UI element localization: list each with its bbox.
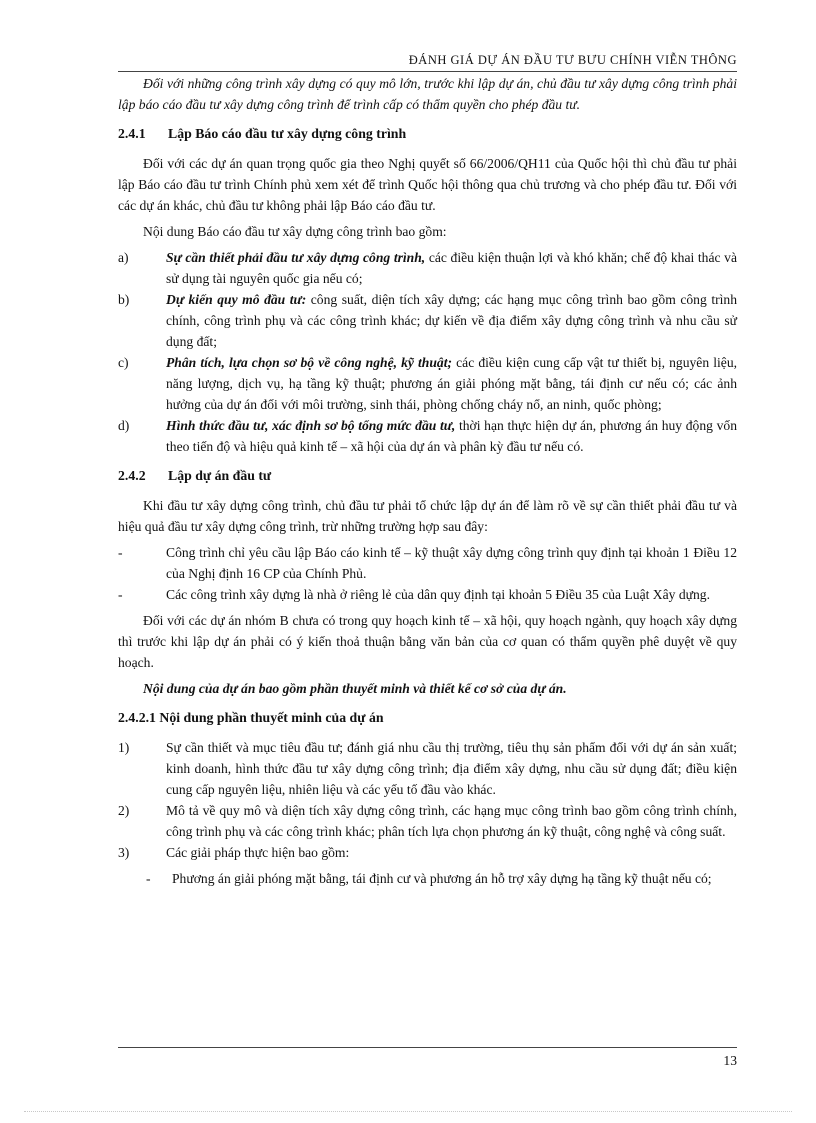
- item-lead: Phân tích, lựa chọn sơ bộ về công nghệ, kỹ thuật;: [166, 355, 453, 370]
- section-number: 2.4.1: [118, 126, 146, 141]
- solution-sub-list: [146, 868, 737, 889]
- item-text: công suất, diện tích xây dựng; các hạng mục công trình bao gồm công trình chính, công trình phụ và các công trình khác; dự kiến về địa điểm xây dựng công trình và nhu cầu sử dụng đất;: [166, 292, 737, 349]
- item-lead: Sự cần thiết phải đầu tư xây dựng công trình,: [166, 250, 426, 265]
- section-2-4-2-heading: [118, 465, 737, 486]
- page-edge-dotted-line: [24, 1111, 792, 1112]
- item-text: các điều kiện thuận lợi và khó khăn; chế độ khai thác và sử dụng tài nguyên quốc gia nếu có;: [166, 250, 737, 286]
- running-header: ĐÁNH GIÁ DỰ ÁN ĐẦU TƯ BƯU CHÍNH VIỄN THÔNG: [408, 53, 737, 67]
- header-rule: [118, 71, 737, 72]
- footer-rule: [118, 1047, 737, 1048]
- explanation-list: [118, 737, 737, 863]
- report-content-list: [118, 247, 737, 457]
- item-text: Các công trình xây dựng là nhà ở riêng lẻ của dân quy định tại khoản 5 Điều 35 của Luật Xây dựng.: [166, 587, 711, 602]
- list-marker: 2): [118, 803, 130, 818]
- section-title: Lập dự án đầu tư: [168, 468, 272, 483]
- item-text: Các giải pháp thực hiện bao gồm:: [166, 845, 350, 860]
- list-marker: b): [118, 292, 130, 307]
- list-marker: 3): [118, 845, 130, 860]
- item-lead: Hình thức đầu tư, xác định sơ bộ tổng mức đầu tư,: [166, 418, 456, 433]
- document-page: [118, 0, 737, 1123]
- list-item: [118, 415, 737, 457]
- list-item: [118, 584, 737, 605]
- list-marker: 1): [118, 740, 130, 755]
- dash-marker: -: [146, 871, 151, 886]
- section-title: Lập Báo cáo đầu tư xây dựng công trình: [168, 126, 407, 141]
- item-text: Công trình chỉ yêu cầu lập Báo cáo kinh tế – kỹ thuật xây dựng công trình quy định tại khoản 1 Điều 12 của Nghị định 16 CP của Chính Phủ.: [166, 545, 737, 581]
- list-item: [146, 868, 737, 889]
- item-text: các điều kiện cung cấp vật tư thiết bị, nguyên liệu, năng lượng, dịch vụ, hạ tầng kỹ thuật; phương án giải phóng mặt bằng, tái định cư nếu có; các ảnh hưởng của dự án đối với môi trường, sinh thái, phòng chống cháy nổ, an ninh, quốc phòng;: [166, 355, 738, 412]
- page-content: [118, 73, 737, 894]
- intro-paragraph: Đối với những công trình xây dựng có quy mô lớn, trước khi lập dự án, chủ đầu tư xây dựng công trình phải lập báo cáo đầu tư xây dựng công trình để trình cấp có thẩm quyền cho phép đầu tư.: [118, 76, 737, 112]
- section-2-4-1-heading: [118, 123, 737, 144]
- list-item: [118, 842, 737, 863]
- dash-marker: -: [118, 545, 123, 560]
- section-2-4-2-1-heading: 2.4.2.1 Nội dung phần thuyết minh của dự án: [118, 710, 384, 725]
- item-text: thời hạn thực hiện dự án, phương án huy động vốn theo tiến độ và hiệu quả kinh tế – xã hội của dự án và phân kỳ đầu tư nếu có.: [166, 418, 737, 454]
- exception-list: [118, 542, 737, 605]
- item-lead: Dự kiến quy mô đầu tư:: [166, 292, 307, 307]
- list-item: [118, 289, 737, 352]
- list-item: [118, 800, 737, 842]
- list-item: [118, 737, 737, 800]
- list-item: [118, 542, 737, 584]
- list-item: [118, 247, 737, 289]
- page-number: 13: [723, 1053, 737, 1068]
- paragraph: Khi đầu tư xây dựng công trình, chủ đầu tư phải tổ chức lập dự án để làm rõ về sự cần thiết phải đầu tư và hiệu quả đầu tư xây dựng công trình, trừ những trường hợp sau đây:: [118, 498, 737, 534]
- section-number: 2.4.2: [118, 468, 146, 483]
- list-marker: d): [118, 418, 130, 433]
- paragraph: Nội dung Báo cáo đầu tư xây dựng công trình bao gồm:: [143, 224, 447, 239]
- dash-marker: -: [118, 587, 123, 602]
- paragraph: Đối với các dự án nhóm B chưa có trong quy hoạch kinh tế – xã hội, quy hoạch ngành, quy hoạch xây dựng thì trước khi lập dự án phải có ý kiến thoả thuận bằng văn bản của cơ quan có thẩm quyền phê duyệt về quy hoạch.: [118, 613, 737, 670]
- list-marker: a): [118, 250, 129, 265]
- list-marker: c): [118, 355, 129, 370]
- list-item: [118, 352, 737, 415]
- paragraph: Đối với các dự án quan trọng quốc gia theo Nghị quyết số 66/2006/QH11 của Quốc hội thì chủ đầu tư phải lập Báo cáo đầu tư trình Chính phủ xem xét để trình Quốc hội thông qua chủ trương và cho phép đầu tư. Đối với các dự án khác, chủ đầu tư không phải lập Báo cáo đầu tư.: [118, 156, 737, 213]
- item-text: Sự cần thiết và mục tiêu đầu tư; đánh giá nhu cầu thị trường, tiêu thụ sản phẩm đối với dự án sản xuất; kinh doanh, hình thức đầu tư xây dựng công trình; địa điểm xây dựng, nhu cầu sử dụng đất; điều kiện cung cấp nguyên liệu, nhiên liệu và các yếu tố đầu vào khác.: [166, 740, 737, 797]
- emphasis-paragraph: Nội dung của dự án bao gồm phần thuyết minh và thiết kế cơ sở của dự án.: [143, 681, 567, 696]
- item-text: Mô tả về quy mô và diện tích xây dựng công trình, các hạng mục công trình bao gồm công trình chính, công trình phụ và các công trình khác; phân tích lựa chọn phương án kỹ thuật, công nghệ và công suất.: [166, 803, 737, 839]
- item-text: Phương án giải phóng mặt bằng, tái định cư và phương án hỗ trợ xây dựng hạ tầng kỹ thuật nếu có;: [172, 871, 712, 886]
